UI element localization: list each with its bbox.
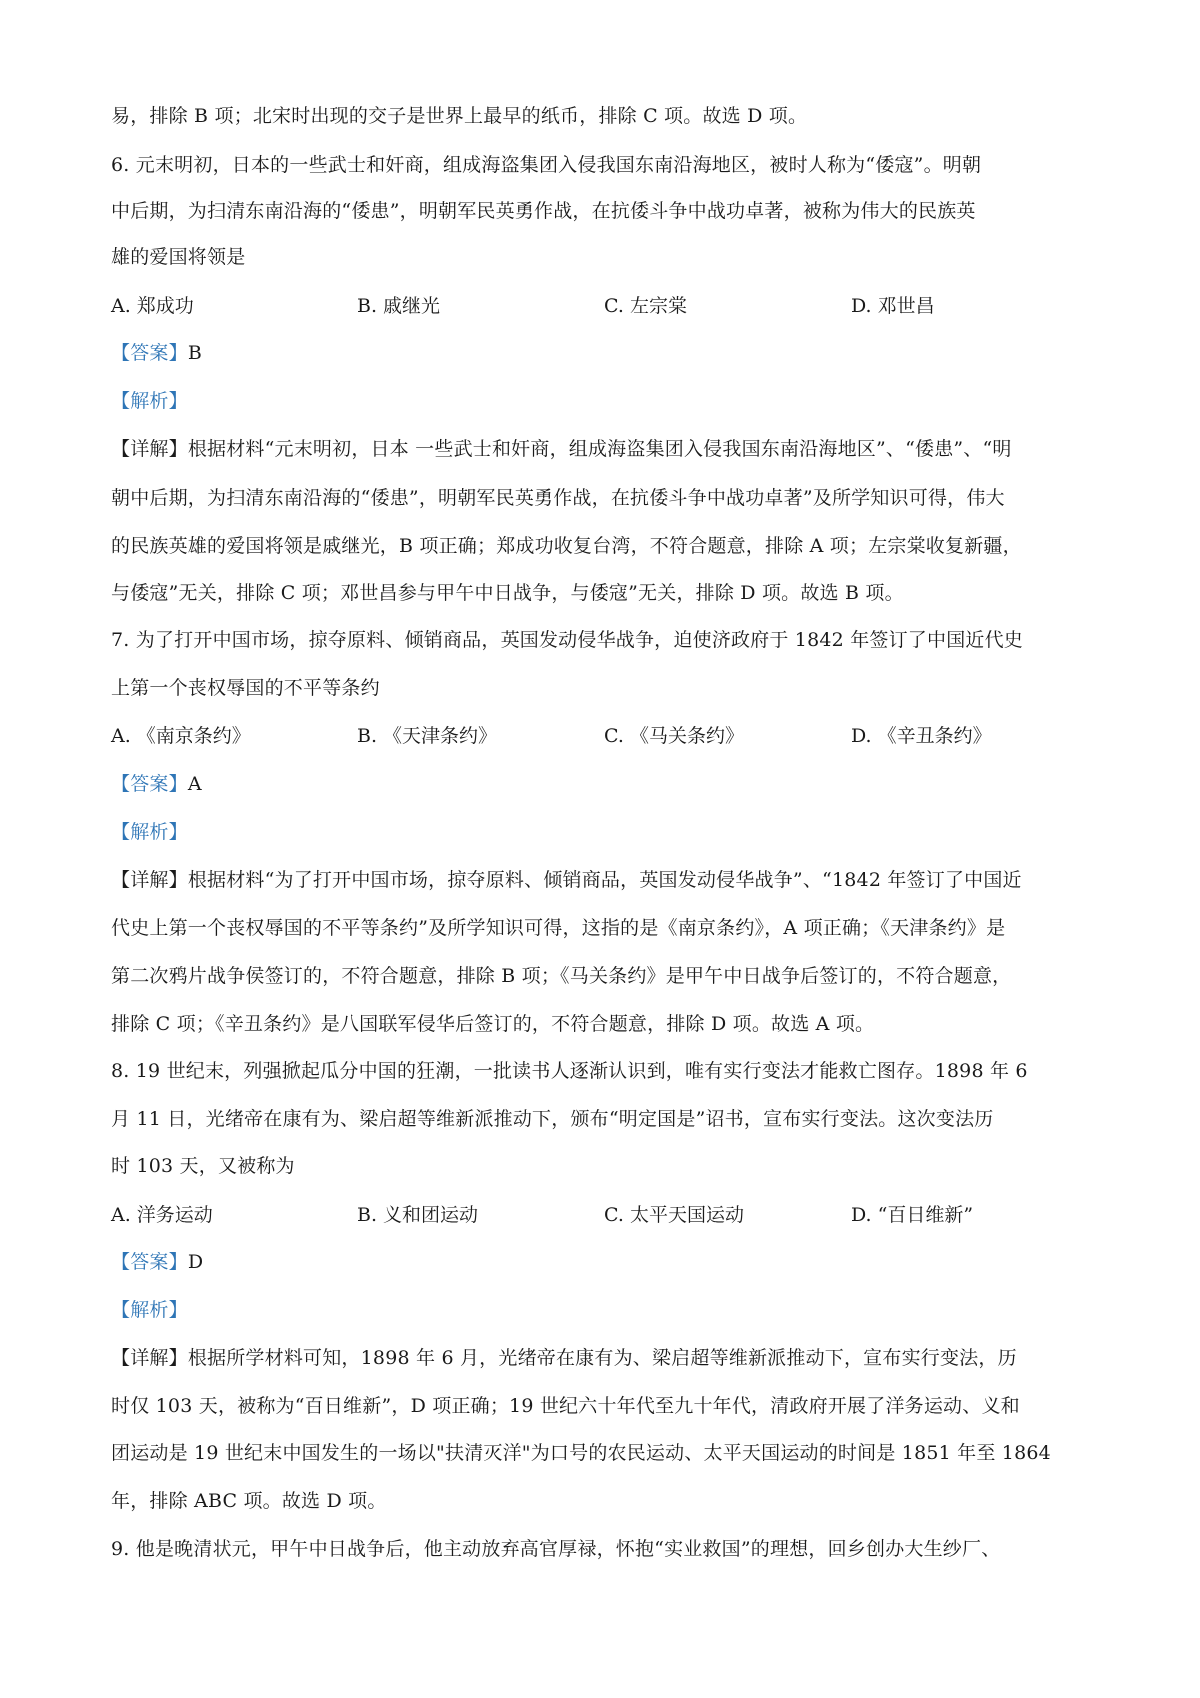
q6-detail-line-2: 朝中后期，为扫清东南沿海的“倭患”，明朝军民英勇作战，在抗倭斗争中战功卓著”及所学知识可得，伟大 <box>111 487 1005 509</box>
analysis-label: 【解析】 <box>111 1299 188 1321</box>
q7-answer-value: A <box>187 773 202 795</box>
q7-options <box>111 722 1101 750</box>
q7-detail-line-1 <box>111 866 1101 894</box>
q6-option-a: A. 郑成功 <box>111 295 194 317</box>
q7-option-d: D. 《辛丑条约》 <box>851 725 992 747</box>
q6-detail-text-1: 根据材料“元末明初，日本 一些武士和奸商，组成海盗集团入侵我国东南沿海地区”、“倭患”、“明 <box>187 438 1012 460</box>
q6-answer <box>111 339 1101 367</box>
q8-option-c: C. 太平天国运动 <box>604 1204 744 1226</box>
q8-detail-line-2: 时仅 103 天，被称为“百日维新”，D 项正确；19 世纪六十年代至九十年代，清政府开展了洋务运动、义和 <box>111 1395 1020 1417</box>
q8-option-d: D. “百日维新” <box>851 1204 974 1226</box>
detail-label: 【详解】 <box>111 1347 188 1369</box>
intro-line: 易，排除 B 项；北宋时出现的交子是世界上最早的纸币，排除 C 项。故选 D 项。 <box>111 105 808 127</box>
q7-answer <box>111 770 1101 798</box>
q6-analysis <box>111 387 1101 415</box>
q8-detail-text-1: 根据所学材料可知，1898 年 6 月，光绪帝在康有为、梁启超等维新派推动下，宣布实行变法，历 <box>187 1347 1017 1369</box>
q7-option-c: C. 《马关条约》 <box>604 725 744 747</box>
analysis-label: 【解析】 <box>111 390 188 412</box>
q6-detail-line-1 <box>111 435 1101 463</box>
q7-detail-text-1: 根据材料“为了打开中国市场，掠夺原料、倾销商品，英国发动侵华战争”、“1842 年签订了中国近 <box>187 869 1022 891</box>
q6-answer-value: B <box>187 342 202 364</box>
q7-detail-line-4: 排除 C 项；《辛丑条约》是八国联军侵华后签订的，不符合题意，排除 D 项。故选 A 项。 <box>111 1013 875 1035</box>
detail-label: 【详解】 <box>111 869 188 891</box>
detail-label: 【详解】 <box>111 438 188 460</box>
q8-stem-line-2: 月 11 日，光绪帝在康有为、梁启超等维新派推动下，颁布“明定国是”诏书，宣布实行变法。这次变法历 <box>111 1108 994 1130</box>
q7-option-b: B. 《天津条约》 <box>357 725 498 747</box>
q6-option-b: B. 戚继光 <box>357 295 441 317</box>
q8-detail-line-4: 年，排除 ABC 项。故选 D 项。 <box>111 1490 387 1512</box>
q8-option-a: A. 洋务运动 <box>111 1204 213 1226</box>
answer-label: 【答案】 <box>111 342 188 364</box>
q9-stem-line-1: 9. 他是晚清状元，甲午中日战争后，他主动放弃高官厚禄，怀抱“实业救国”的理想，回乡创办大生纱厂、 <box>111 1538 1001 1560</box>
q6-detail-line-3: 的民族英雄的爱国将领是戚继光，B 项正确；郑成功收复台湾，不符合题意，排除 A 项；左宗棠收复新疆， <box>111 535 1022 557</box>
q6-stem-line-2: 中后期，为扫清东南沿海的“倭患”，明朝军民英勇作战，在抗倭斗争中战功卓著，被称为伟大的民族英 <box>111 200 976 222</box>
q7-detail-line-3: 第二次鸦片战争侯签订的，不符合题意，排除 B 项；《马关条约》是甲午中日战争后签订的，不符合题意， <box>111 965 1012 987</box>
q7-detail-line-2: 代史上第一个丧权辱国的不平等条约”及所学知识可得，这指的是《南京条约》，A 项正确；《天津条约》是 <box>111 917 1006 939</box>
answer-label: 【答案】 <box>111 773 188 795</box>
q8-option-b: B. 义和团运动 <box>357 1204 479 1226</box>
q6-options <box>111 292 1101 320</box>
q8-stem-line-3: 时 103 天，又被称为 <box>111 1155 295 1177</box>
answer-label: 【答案】 <box>111 1251 188 1273</box>
q8-stem-line-1: 8. 19 世纪末，列强掀起瓜分中国的狂潮，一批读书人逐渐认识到，唯有实行变法才能救亡图存。1898 年 6 <box>111 1060 1028 1082</box>
q6-stem-line-3: 雄的爱国将领是 <box>111 246 246 268</box>
q7-analysis <box>111 818 1101 846</box>
q8-options <box>111 1201 1101 1229</box>
q6-option-d: D. 邓世昌 <box>851 295 935 317</box>
q7-option-a: A. 《南京条约》 <box>111 725 251 747</box>
q8-detail-line-1 <box>111 1344 1101 1372</box>
q6-option-c: C. 左宗棠 <box>604 295 687 317</box>
q8-answer <box>111 1248 1101 1276</box>
q7-stem-line-2: 上第一个丧权辱国的不平等条约 <box>111 677 380 699</box>
q6-detail-line-4: 与倭寇”无关，排除 C 项；邓世昌参与甲午中日战争，与倭寇”无关，排除 D 项。故选 B 项。 <box>111 582 904 604</box>
q8-answer-value: D <box>187 1251 204 1273</box>
q8-detail-line-3: 团运动是 19 世纪末中国发生的一场以"扶清灭洋"为口号的农民运动、太平天国运动的时间是 1851 年至 1864 <box>111 1442 1051 1464</box>
analysis-label: 【解析】 <box>111 821 188 843</box>
q8-analysis <box>111 1296 1101 1324</box>
q7-stem-line-1: 7. 为了打开中国市场，掠夺原料、倾销商品，英国发动侵华战争，迫使济政府于 1842 年签订了中国近代史 <box>111 629 1024 651</box>
q6-stem-line-1: 6. 元末明初，日本的一些武士和奸商，组成海盗集团入侵我国东南沿海地区，被时人称为“倭寇”。明朝 <box>111 154 982 176</box>
